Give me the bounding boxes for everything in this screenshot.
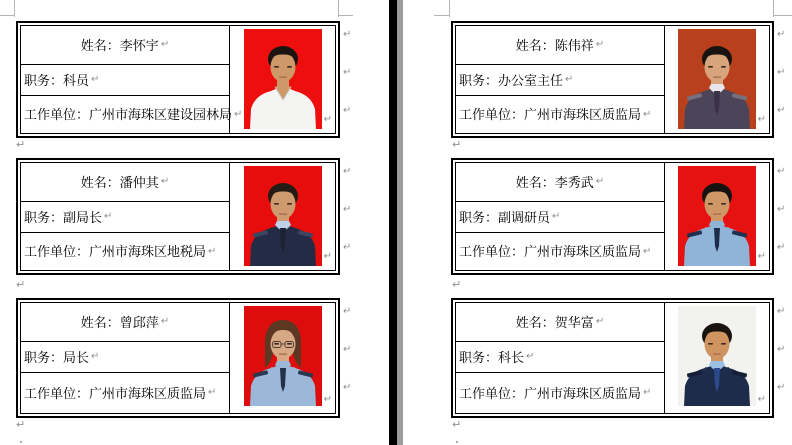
unit-label: 工作单位： (24, 385, 90, 401)
title-value: 科员 (63, 72, 90, 88)
unit-value: 广州市海珠区建设园林局 (89, 107, 233, 122)
paragraph-mark-icon: ↵ (16, 279, 26, 291)
portrait-photo[interactable] (678, 166, 756, 266)
unit-row[interactable] (456, 373, 664, 413)
title-label: 职务： (459, 349, 499, 365)
text-boundary-mark (338, 15, 353, 16)
name-row[interactable] (456, 303, 664, 342)
unit-label: 工作单位： (459, 107, 525, 122)
unit-row[interactable] (21, 96, 243, 133)
cell-end-mark-icon: ↵ (777, 242, 786, 253)
paragraph-mark-icon: ↵ (595, 176, 605, 187)
text-boundary-mark (449, 0, 450, 17)
paragraph-mark-icon: ↵ (208, 245, 217, 257)
paragraph-mark-icon: ↵ (104, 211, 113, 222)
cell-end-mark-icon: ↵ (343, 29, 352, 40)
name-label: 姓名： (80, 174, 120, 190)
title-label: 职务： (459, 209, 499, 225)
page-gap (397, 0, 403, 445)
name-row[interactable] (21, 163, 229, 202)
title-row[interactable] (21, 342, 229, 373)
name-value: 贺华富 (554, 314, 594, 330)
cell-end-mark-icon: ↵ (777, 67, 786, 78)
paragraph-mark-icon: ↵ (323, 114, 332, 125)
cell-end-mark-icon: ↵ (777, 344, 786, 355)
paragraph-mark-icon: ↵ (323, 251, 332, 262)
cell-end-mark-icon: ↵ (777, 166, 786, 177)
unit-value: 广州市海珠区质监局 (89, 385, 207, 401)
unit-value: 广州市海珠区地税局 (89, 244, 207, 259)
paragraph-mark-icon: ↵ (757, 251, 766, 262)
cell-end-mark-icon: ↵ (777, 105, 786, 116)
personnel-card (16, 21, 352, 138)
paragraph-mark-icon: ↵ (595, 316, 605, 327)
unit-value: 广州市海珠区质监局 (524, 244, 642, 259)
personnel-card (16, 158, 352, 275)
photo-cell (665, 163, 769, 270)
cell-end-mark-icon: ↵ (343, 344, 352, 355)
photo-cell (230, 303, 335, 413)
cell-end-mark-icon: ↵ (343, 306, 352, 317)
name-value: 潘仲其 (119, 174, 159, 190)
cell-end-mark-icon: ↵ (343, 382, 352, 393)
portrait-photo[interactable] (244, 29, 322, 129)
unit-value: 广州市海珠区质监局 (524, 107, 642, 122)
name-value: 陈伟祥 (554, 37, 594, 53)
name-label: 姓名： (515, 37, 555, 53)
unit-value: 广州市海珠区质监局 (524, 385, 642, 401)
photo-cell (665, 303, 769, 413)
cell-end-mark-icon: ↵ (777, 382, 786, 393)
unit-row[interactable] (21, 233, 229, 270)
text-boundary-mark (434, 15, 449, 16)
portrait-photo[interactable] (678, 29, 756, 129)
unit-label: 工作单位： (24, 107, 90, 122)
photo-cell (230, 26, 335, 133)
unit-row[interactable] (456, 233, 664, 270)
name-label: 姓名： (515, 174, 555, 190)
paragraph-mark-icon: ↵ (757, 394, 766, 405)
paragraph-mark-icon: ↵ (16, 139, 26, 151)
title-value: 局长 (63, 349, 90, 365)
name-value: 李秀武 (554, 174, 594, 190)
name-row[interactable] (456, 163, 664, 202)
name-row[interactable] (21, 26, 229, 65)
portrait-photo[interactable] (244, 166, 322, 266)
cell-end-mark-icon: ↵ (777, 29, 786, 40)
paragraph-mark-icon: ↵ (91, 351, 100, 362)
title-label: 职务： (24, 72, 64, 88)
text-boundary-mark (14, 0, 15, 17)
paragraph-mark-icon: ↵ (565, 74, 574, 85)
paragraph-mark-icon: ↵ (91, 74, 100, 85)
paragraph-mark-icon: ↵ (208, 387, 217, 398)
paragraph-mark-icon: ↵ (643, 108, 652, 120)
text-boundary-mark (0, 15, 14, 16)
page-edge-shadow (389, 0, 397, 445)
title-row[interactable] (456, 202, 664, 233)
paragraph-mark-icon: ↵ (234, 108, 243, 120)
cell-end-mark-icon: ↵ (343, 67, 352, 78)
cell-end-mark-icon: ↵ (343, 105, 352, 116)
title-row[interactable] (21, 202, 229, 233)
cell-end-mark-icon: ↵ (343, 242, 352, 253)
text-boundary-mark (773, 15, 792, 16)
title-label: 职务： (24, 209, 64, 225)
name-label: 姓名： (80, 314, 120, 330)
paragraph-mark-icon: ↵ (452, 139, 462, 151)
name-value: 李怀宇 (119, 37, 159, 53)
title-label: 职务： (24, 349, 64, 365)
name-label: 姓名： (515, 314, 555, 330)
paragraph-mark-icon: ↵ (452, 419, 462, 431)
paragraph-mark-icon: ↵ (757, 114, 766, 125)
paragraph-mark-icon (20, 441, 22, 443)
portrait-photo[interactable] (244, 306, 322, 406)
paragraph-mark-icon (456, 441, 458, 443)
name-label: 姓名： (80, 37, 120, 53)
personnel-card (451, 158, 786, 275)
title-label: 职务： (459, 72, 499, 88)
title-value: 副调研员 (498, 209, 551, 225)
personnel-card (451, 21, 786, 138)
unit-label: 工作单位： (459, 385, 525, 401)
personnel-card (451, 298, 786, 418)
name-value: 曾邱萍 (119, 314, 159, 330)
personnel-card (16, 298, 352, 418)
paragraph-mark-icon: ↵ (595, 39, 605, 50)
unit-label: 工作单位： (459, 244, 525, 259)
photo-cell (230, 163, 335, 270)
cell-end-mark-icon: ↵ (343, 166, 352, 177)
paragraph-mark-icon: ↵ (643, 387, 652, 398)
title-value: 办公室主任 (498, 72, 564, 88)
cell-end-mark-icon: ↵ (777, 204, 786, 215)
title-value: 科长 (498, 349, 525, 365)
title-value: 副局长 (63, 209, 103, 225)
paragraph-mark-icon: ↵ (160, 176, 170, 187)
title-row[interactable] (456, 65, 664, 96)
name-row[interactable] (21, 303, 229, 342)
title-row[interactable] (456, 342, 664, 373)
unit-row[interactable] (21, 373, 229, 413)
name-row[interactable] (456, 26, 664, 65)
paragraph-mark-icon: ↵ (323, 394, 332, 405)
paragraph-mark-icon: ↵ (552, 211, 561, 222)
paragraph-mark-icon: ↵ (16, 419, 26, 431)
unit-label: 工作单位： (24, 244, 90, 259)
title-row[interactable] (21, 65, 229, 96)
cell-end-mark-icon: ↵ (343, 204, 352, 215)
paragraph-mark-icon: ↵ (452, 279, 462, 291)
paragraph-mark-icon: ↵ (643, 245, 652, 257)
paragraph-mark-icon: ↵ (160, 316, 170, 327)
paragraph-mark-icon: ↵ (160, 39, 170, 50)
portrait-photo[interactable] (678, 306, 756, 406)
photo-cell (665, 26, 769, 133)
cell-end-mark-icon: ↵ (777, 306, 786, 317)
paragraph-mark-icon: ↵ (526, 351, 535, 362)
unit-row[interactable] (456, 96, 664, 133)
